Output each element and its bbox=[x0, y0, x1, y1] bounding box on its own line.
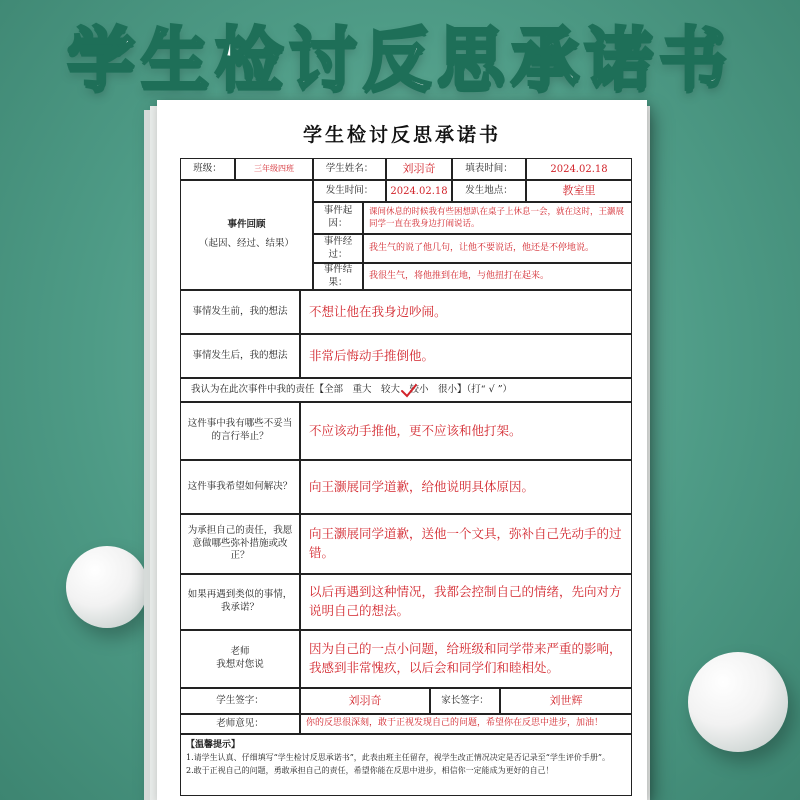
teacher-opinion-value: 你的反思很深刻，敢于正视发现自己的问题，希望你在反思中进步，加油！ bbox=[300, 714, 632, 734]
before-thought-value: 不想让他在我身边吵闹。 bbox=[300, 290, 632, 334]
responsibility-row: 我认为在此次事件中我的责任【全部 重大 较大 较小 很小】（打“ √ ”） bbox=[180, 378, 632, 402]
improper-behavior-value: 不应该动手推他，更不应该和他打架。 bbox=[300, 402, 632, 460]
solution-value: 向王灏展同学道歉，给他说明具体原因。 bbox=[300, 460, 632, 514]
form-grid bbox=[180, 158, 632, 798]
cause-value: 课间休息的时候我有些困想趴在桌子上休息一会，就在这时，王灏展同学一直在我身边打闹说话。 bbox=[363, 202, 632, 234]
event-review-sub: （起因、经过、结果） bbox=[198, 238, 294, 249]
event-review-label-cell bbox=[180, 180, 313, 290]
tips-item-2: 2.敢于正视自己的问题，勇敢承担自己的责任，希望你能在反思中进步，相信你一定能成为更好的自己！ bbox=[186, 766, 554, 776]
process-label: 事件经过： bbox=[313, 234, 363, 263]
solution-label: 这件事我希望如何解决？ bbox=[180, 460, 300, 514]
ping-pong-ball-left bbox=[66, 546, 148, 628]
student-name-label: 学生姓名： bbox=[313, 158, 386, 180]
after-thought-label: 事情发生后，我的想法 bbox=[180, 334, 300, 378]
place-value: 教室里 bbox=[526, 180, 632, 202]
before-thought-label: 事情发生前，我的想法 bbox=[180, 290, 300, 334]
process-value: 我生气的说了他几句，让他不要说话，他还是不停地说。 bbox=[363, 234, 632, 263]
student-name-value: 刘羽奇 bbox=[386, 158, 452, 180]
event-review-label: 事件回顾 bbox=[227, 219, 266, 231]
parent-sign-label: 家长签字： bbox=[430, 688, 500, 714]
after-thought-value: 非常后悔动手推倒他。 bbox=[300, 334, 632, 378]
teacher-opinion-label: 老师意见： bbox=[180, 714, 300, 734]
fill-time-label: 填表时间： bbox=[452, 158, 526, 180]
student-sign-value: 刘羽奇 bbox=[300, 688, 430, 714]
remedy-value: 向王灏展同学道歉，送他一个文具，弥补自己先动手的过错。 bbox=[300, 514, 632, 574]
teacher-message-label-cell bbox=[180, 630, 300, 688]
result-label: 事件结果： bbox=[313, 263, 363, 290]
tips-box bbox=[180, 734, 632, 796]
student-sign-label: 学生签字： bbox=[180, 688, 300, 714]
ping-pong-ball-right bbox=[688, 652, 788, 752]
remedy-label: 为承担自己的责任，我愿意做哪些弥补措施或改正？ bbox=[180, 514, 300, 574]
tips-item-1: 1.请学生认真、仔细填写“学生检讨反思承诺书”，此表由班主任留存，视学生改正情况决定是否记录至“学生评价手册”。 bbox=[186, 753, 610, 763]
result-value: 我很生气，将他推到在地，与他扭打在起来。 bbox=[363, 263, 632, 290]
occur-time-value: 2024.02.18 bbox=[386, 180, 452, 202]
form-sheet bbox=[157, 100, 647, 800]
check-mark-icon bbox=[400, 383, 418, 399]
teacher-message-value: 因为自己的一点小问题，给班级和同学带来严重的影响，我感到非常愧疚，以后会和同学们和睦相处。 bbox=[300, 630, 632, 688]
cause-label: 事件起因： bbox=[313, 202, 363, 234]
fill-time-value: 2024.02.18 bbox=[526, 158, 632, 180]
form-title: 学生检讨反思承诺书 bbox=[302, 124, 501, 146]
teacher-message-label-2: 我想对您说 bbox=[216, 659, 264, 670]
banner-title: 学生检讨反思承诺书 bbox=[66, 21, 733, 100]
teacher-message-label-1: 老师 bbox=[230, 646, 250, 658]
class-value: 三年级四班 bbox=[235, 158, 313, 180]
parent-sign-value: 刘世辉 bbox=[500, 688, 632, 714]
promise-value: 以后再遇到这种情况，我都会控制自己的情绪，先向对方说明自己的想法。 bbox=[300, 574, 632, 630]
improper-behavior-label: 这件事中我有哪些不妥当的言行举止？ bbox=[180, 402, 300, 460]
promise-label: 如果再遇到类似的事情，我承诺？ bbox=[180, 574, 300, 630]
tips-title: 【温馨提示】 bbox=[186, 740, 241, 750]
class-label: 班级： bbox=[180, 158, 235, 180]
occur-time-label: 发生时间： bbox=[313, 180, 386, 202]
place-label: 发生地点： bbox=[452, 180, 526, 202]
